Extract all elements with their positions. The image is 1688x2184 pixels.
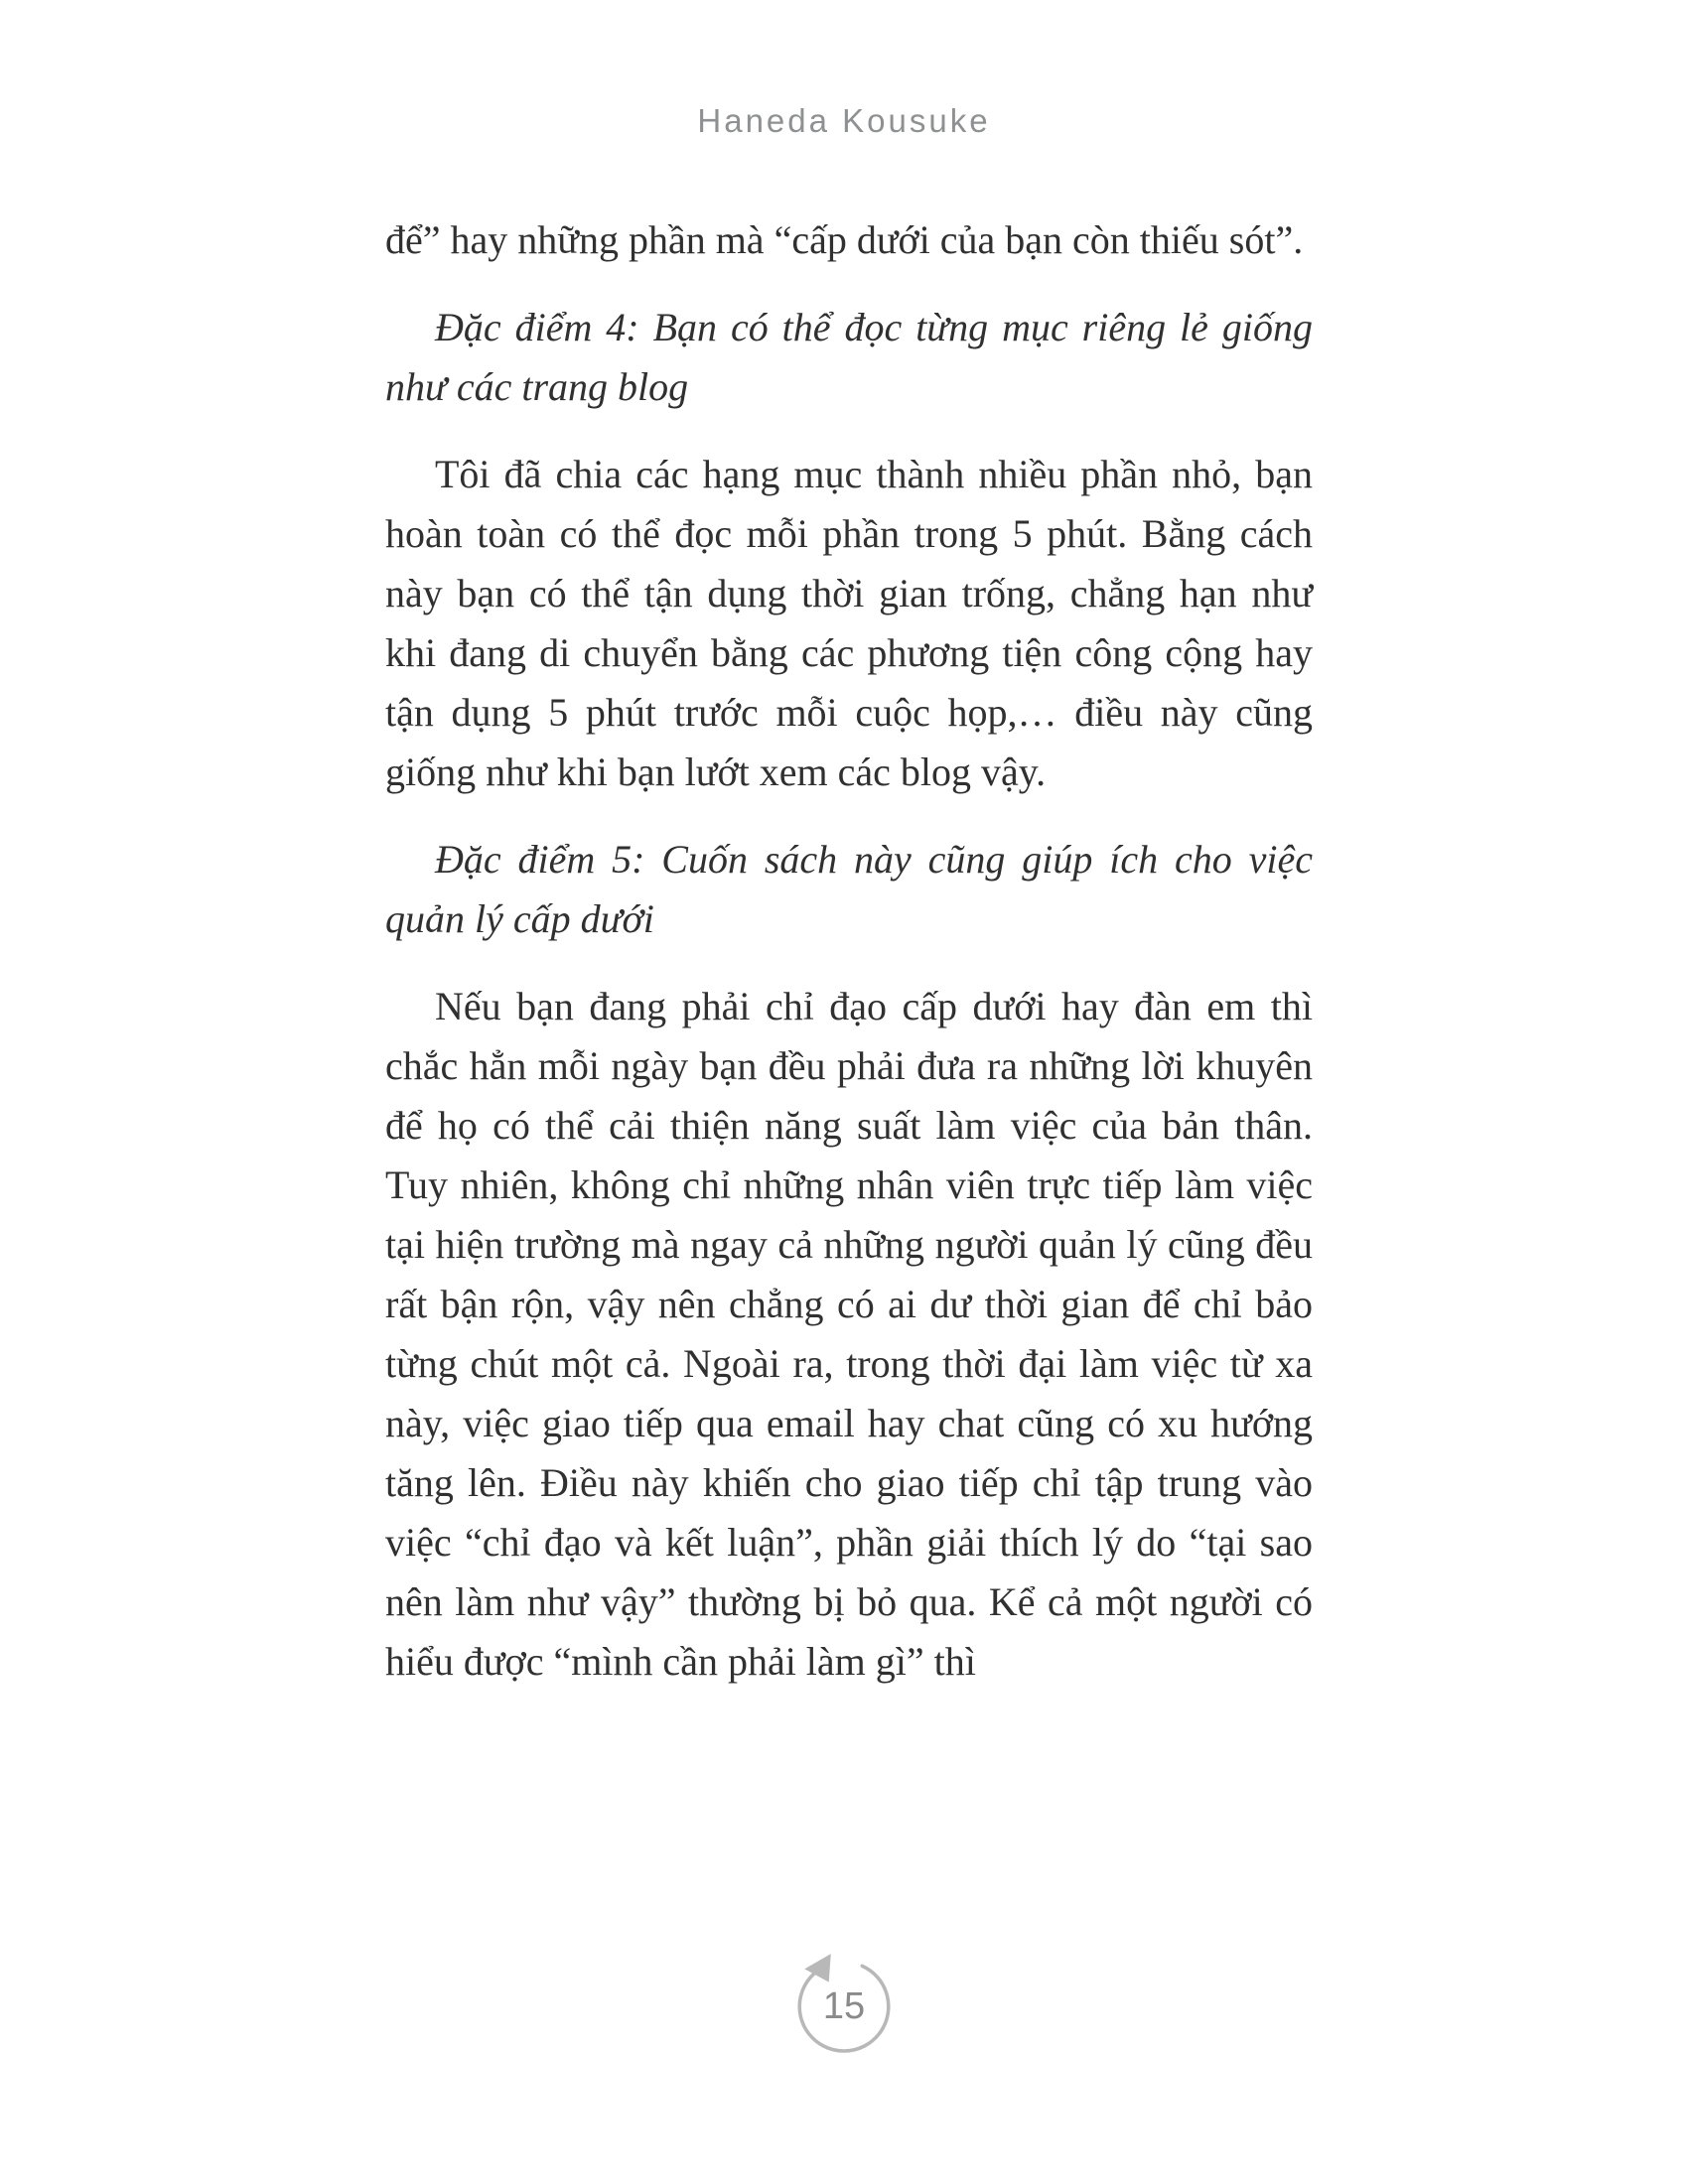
page-content	[385, 210, 1313, 1692]
paragraph-continued: để” hay những phần mà “cấp dưới của bạn còn thiếu sót”.	[385, 217, 1304, 262]
paragraph: Nếu bạn đang phải chỉ đạo cấp dưới hay đàn em thì chắc hẳn mỗi ngày bạn đều phải đưa ra những lời khuyên để họ có thể cải thiện năng suất làm việc của bản thân. Tuy nhiên, không chỉ những nhân viên trực tiếp làm việc tại hiện trường mà ngay cả những người quản lý cũng đều rất bận rộn, vậy nên chẳng có ai dư thời gian để chỉ bảo từng chút một cả. Ngoài ra, trong thời đại làm việc từ xa này, việc giao tiếp qua email hay chat cũng có xu hướng tăng lên. Điều này khiến cho giao tiếp chỉ tập trung vào việc “chỉ đạo và kết luận”, phần giải thích lý do “tại sao nên làm như vậy” thường bị bỏ qua. Kể cả một người có hiểu được “mình cần phải làm gì” thì	[385, 984, 1313, 1684]
page-number-ornament	[788, 1948, 900, 2059]
section-heading-feature-4: Đặc điểm 4: Bạn có thể đọc từng mục riêng lẻ giống như các trang blog	[385, 305, 1313, 409]
running-header: Haneda Kousuke	[697, 102, 991, 139]
section-heading-feature-5: Đặc điểm 5: Cuốn sách này cũng giúp ích cho việc quản lý cấp dưới	[385, 837, 1313, 941]
page-number: 15	[822, 1984, 866, 2027]
paragraph: Tôi đã chia các hạng mục thành nhiều phần nhỏ, bạn hoàn toàn có thể đọc mỗi phần trong 5 phút. Bằng cách này bạn có thể tận dụng thời gian trống, chẳng hạn như khi đang di chuyển bằng các phương tiện công cộng hay tận dụng 5 phút trước mỗi cuộc họp,… điều này cũng giống như khi bạn lướt xem các blog vậy.	[385, 452, 1313, 794]
page-footer	[0, 1948, 1688, 2059]
